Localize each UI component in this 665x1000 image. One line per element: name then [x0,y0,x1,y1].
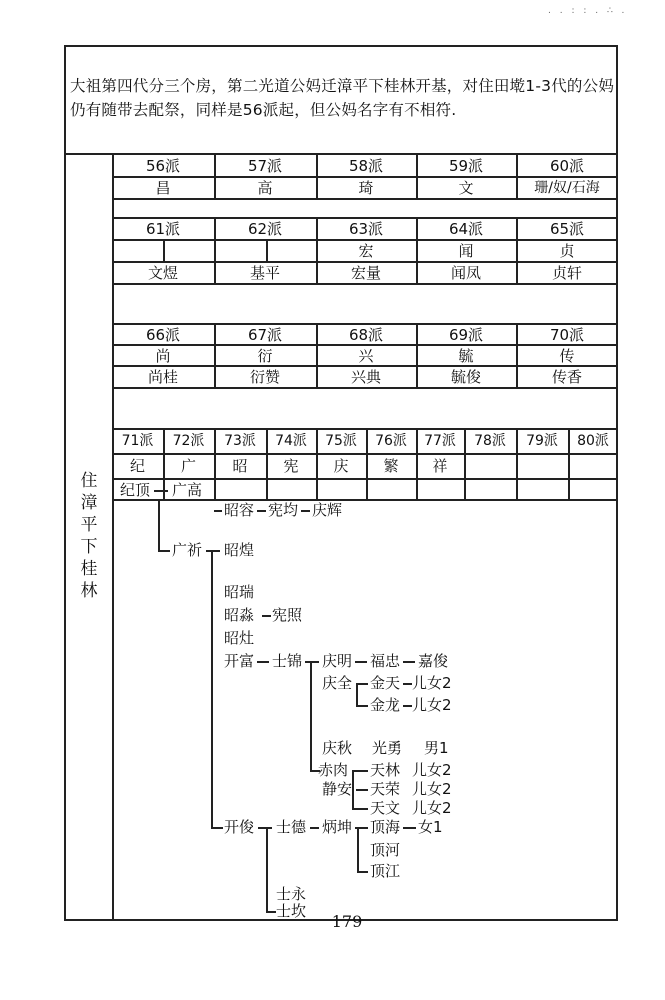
table-line [112,283,618,285]
tree-node: 光勇 [372,739,403,757]
name-cell: 基平 [249,264,280,282]
generation-cell: 61派 [145,220,181,238]
tree-node: 昭容 [224,501,255,519]
generation-cell: 69派 [448,326,484,344]
tree-node: 金天 [370,674,401,692]
tree-connector [352,770,354,808]
side-label-char: 漳 [80,493,98,513]
tree-node: 广祈 [172,541,203,559]
tree-connector [356,789,368,791]
tree-connector [403,705,412,707]
name-cell: 文 [458,179,474,197]
name-cell: 贞 [559,242,575,260]
tree-node: 儿女2 [412,761,452,779]
generation-cell: 58派 [348,157,384,175]
tree-node: 静安 [322,780,353,798]
generation-cell: 65派 [549,220,585,238]
name-cell: 兴典 [350,368,381,386]
tree-connector [211,551,213,827]
generation-cell: 67派 [247,326,283,344]
scan-marks: . . : : . ∴ . [548,6,628,16]
tree-node: 天林 [370,761,401,779]
generation-cell: 60派 [549,157,585,175]
tree-node: 顶江 [370,862,401,880]
tree-connector [301,510,310,512]
tree-connector [305,661,319,663]
generation-cell: 59派 [448,157,484,175]
tree-node: 顶海 [370,818,401,836]
tree-node: 昭瑞 [224,583,255,601]
tree-node: 广高 [172,481,203,499]
tree-connector [154,490,168,492]
name-cell: 昭 [232,457,248,475]
tree-connector [357,871,368,873]
tree-connector [310,827,319,829]
generation-cell: 68派 [348,326,384,344]
generation-cell: 74派 [275,433,307,449]
tree-node: 顶河 [370,841,401,859]
generation-cell: 62派 [247,220,283,238]
tree-node: 士永 [276,885,307,903]
generation-cell: 77派 [424,433,456,449]
tree-node: 炳坤 [322,818,353,836]
tree-node: 宪照 [272,606,303,624]
tree-connector [262,615,271,617]
name-cell: 毓 [458,347,474,365]
tree-node: 儿女2 [412,780,452,798]
name-cell: 祥 [432,457,448,475]
side-label-char: 平 [80,515,98,535]
tree-connector [403,661,415,663]
tree-node: 昭淼 [224,606,255,624]
table-line [112,453,618,455]
name-cell: 宏 [358,242,374,260]
name-cell: 宏量 [350,264,381,282]
name-cell: 纪 [129,457,145,475]
tree-node: 士锦 [272,652,303,670]
generation-cell: 56派 [145,157,181,175]
generation-cell: 76派 [375,433,407,449]
generation-cell: 64派 [448,220,484,238]
tree-node: 儿女2 [412,674,452,692]
side-label-char: 下 [80,537,98,557]
name-cell: 闻 [458,242,474,260]
name-cell: 闻凤 [450,264,481,282]
tree-node: 嘉俊 [418,652,449,670]
tree-connector [257,661,269,663]
tree-connector [211,827,223,829]
name-cell: 尚 [155,347,171,365]
name-cell: 传香 [551,368,582,386]
intro-divider [64,153,618,155]
side-label-char: 住 [80,471,98,491]
tree-connector [206,550,220,552]
tree-node: 纪顶 [120,481,151,499]
tree-node: 庆明 [322,652,353,670]
tree-node: 庆辉 [312,501,343,519]
name-cell: 繁 [383,457,399,475]
tree-node: 赤肉 [318,761,349,779]
generation-cell: 63派 [348,220,384,238]
table-line [112,428,618,430]
generation-cell: 73派 [224,433,256,449]
generation-cell: 66派 [145,326,181,344]
name-cell: 尚桂 [147,368,178,386]
name-cell: 高 [257,179,273,197]
side-label-char: 桂 [80,559,98,579]
tree-connector [158,550,170,552]
name-cell: 琦 [358,179,374,197]
generation-cell: 75派 [325,433,357,449]
tree-connector [356,683,368,685]
tree-node: 天荣 [370,780,401,798]
name-cell: 广 [180,457,196,475]
name-cell: 衍 [257,347,273,365]
name-cell: 珊/奴/石海 [534,180,600,196]
page-number: 179 [331,912,363,931]
table-line [112,387,618,389]
side-label [74,470,104,602]
tree-node: 宪均 [268,501,299,519]
tree-connector [258,827,272,829]
name-cell: 昌 [155,179,171,197]
tree-node: 金龙 [370,696,401,714]
generation-cell: 79派 [526,433,558,449]
table-line [112,198,618,200]
generation-cell: 70派 [549,326,585,344]
generation-cell: 71派 [121,433,154,449]
tree-node: 天文 [370,799,401,817]
tree-connector [352,808,368,810]
name-cell: 兴 [358,347,374,365]
tree-connector [214,510,222,512]
name-cell: 衍赞 [249,368,280,386]
tree-node: 士德 [276,818,307,836]
name-cell: 宪 [283,457,299,475]
tree-connector [257,510,266,512]
tree-connector [403,683,412,685]
name-cell: 文煜 [147,264,178,282]
side-label-char: 林 [80,581,98,601]
generation-cell: 57派 [247,157,283,175]
tree-connector [352,770,368,772]
name-cell: 毓俊 [450,368,481,386]
name-cell: 贞轩 [551,264,582,282]
name-cell: 传 [559,347,575,365]
tree-connector [356,683,358,705]
tree-node: 昭灶 [224,629,255,647]
name-cell: 庆 [333,457,349,475]
tree-connector [355,661,367,663]
tree-connector [266,911,276,913]
tree-node: 开俊 [224,818,255,836]
tree-node: 庆秋 [322,739,353,757]
tree-node: 士坎 [276,902,307,920]
tree-connector [310,661,312,771]
tree-node: 女1 [418,818,443,836]
tree-node: 儿女2 [412,696,452,714]
tree-connector [403,827,416,829]
tree-connector [357,827,359,871]
tree-node: 庆全 [322,674,353,692]
tree-node: 昭煌 [224,541,255,559]
tree-node: 儿女2 [412,799,452,817]
generation-cell: 80派 [577,433,609,449]
tree-node: 开富 [224,652,255,670]
tree-connector [158,499,160,551]
tree-node: 福忠 [370,652,401,670]
tree-connector [266,827,268,911]
generation-cell: 78派 [474,433,506,449]
table-line [266,239,268,261]
tree-connector [356,705,368,707]
table-line [163,239,165,261]
intro-paragraph: 大祖第四代分三个房，第二光道公妈迁漳平下桂林开基，对住田墘1-3代的公妈仍有随带去配祭，同样是56派起，但公妈名字有不相符. [70,77,615,119]
generation-cell: 72派 [172,433,205,449]
tree-node: 男1 [424,739,449,757]
